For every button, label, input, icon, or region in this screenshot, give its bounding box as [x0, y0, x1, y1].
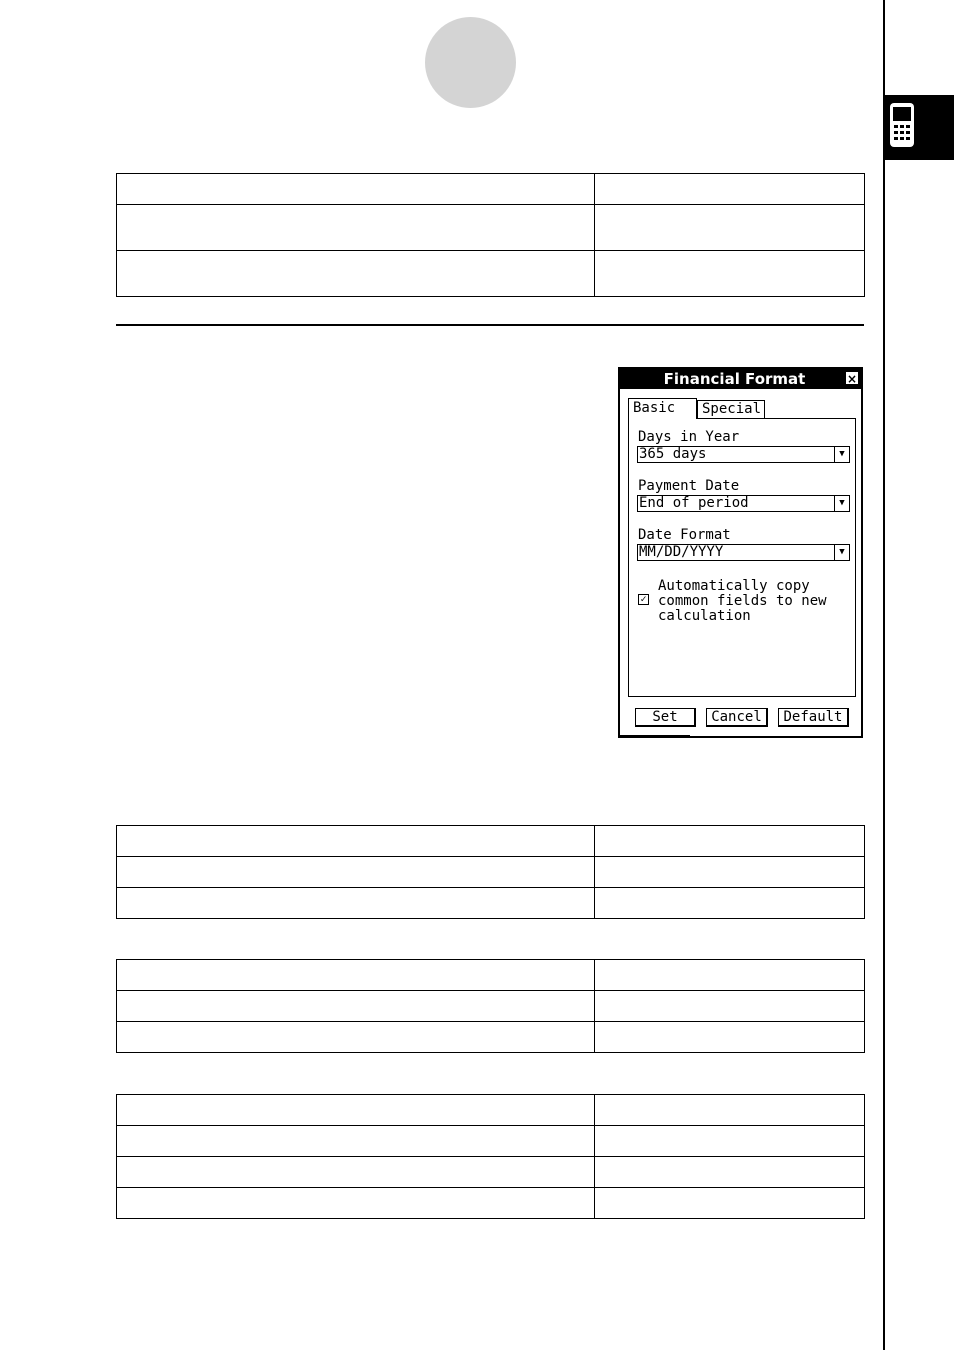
cancel-button[interactable]: Cancel — [706, 708, 768, 727]
days-in-year-select[interactable] — [637, 446, 850, 463]
chevron-down-icon[interactable]: ▼ — [834, 545, 849, 560]
calculator-icon — [888, 101, 920, 149]
days-in-year-value: 365 days — [639, 446, 707, 462]
table-row — [117, 1095, 865, 1126]
auto-copy-checkbox[interactable]: ✓ — [638, 594, 649, 605]
section-divider — [116, 324, 864, 326]
tab-basic[interactable]: Basic — [628, 398, 697, 419]
page-number-circle — [425, 17, 516, 108]
table-row — [117, 857, 865, 888]
margin-rule — [883, 0, 885, 1350]
table-row — [117, 888, 865, 919]
financial-format-dialog — [618, 367, 863, 738]
table-row — [117, 1157, 865, 1188]
table-row — [117, 1188, 865, 1219]
chevron-down-icon[interactable]: ▼ — [834, 447, 849, 462]
table-2 — [116, 825, 865, 919]
dialog-title: Financial Format — [663, 370, 806, 388]
date-format-select[interactable] — [637, 544, 850, 561]
days-in-year-label: Days in Year — [638, 429, 740, 445]
default-button[interactable]: Default — [778, 708, 849, 727]
table-row — [117, 960, 865, 991]
payment-date-value: End of period — [639, 495, 749, 511]
date-format-value: MM/DD/YYYY — [639, 544, 724, 560]
table-row — [117, 205, 865, 251]
close-icon[interactable]: × — [846, 372, 858, 386]
auto-copy-label: Automatically copy common fields to new calculation — [658, 578, 827, 624]
tab-special[interactable]: Special — [697, 400, 765, 418]
table-4 — [116, 1094, 865, 1219]
chevron-down-icon[interactable]: ▼ — [834, 496, 849, 511]
dialog-title-bar — [620, 369, 861, 389]
table-row — [117, 1126, 865, 1157]
table-row — [117, 174, 865, 205]
payment-date-label: Payment Date — [638, 478, 740, 494]
table-3 — [116, 959, 865, 1053]
date-format-label: Date Format — [638, 527, 731, 543]
table-row — [117, 991, 865, 1022]
chapter-side-tab — [885, 95, 954, 160]
set-button[interactable]: Set — [635, 708, 696, 727]
dialog-bottom-edge — [620, 735, 690, 737]
basic-tab-panel — [628, 418, 856, 697]
payment-date-select[interactable] — [637, 495, 850, 512]
table-row — [117, 826, 865, 857]
table-1 — [116, 173, 865, 297]
table-row — [117, 1022, 865, 1053]
table-row — [117, 251, 865, 297]
